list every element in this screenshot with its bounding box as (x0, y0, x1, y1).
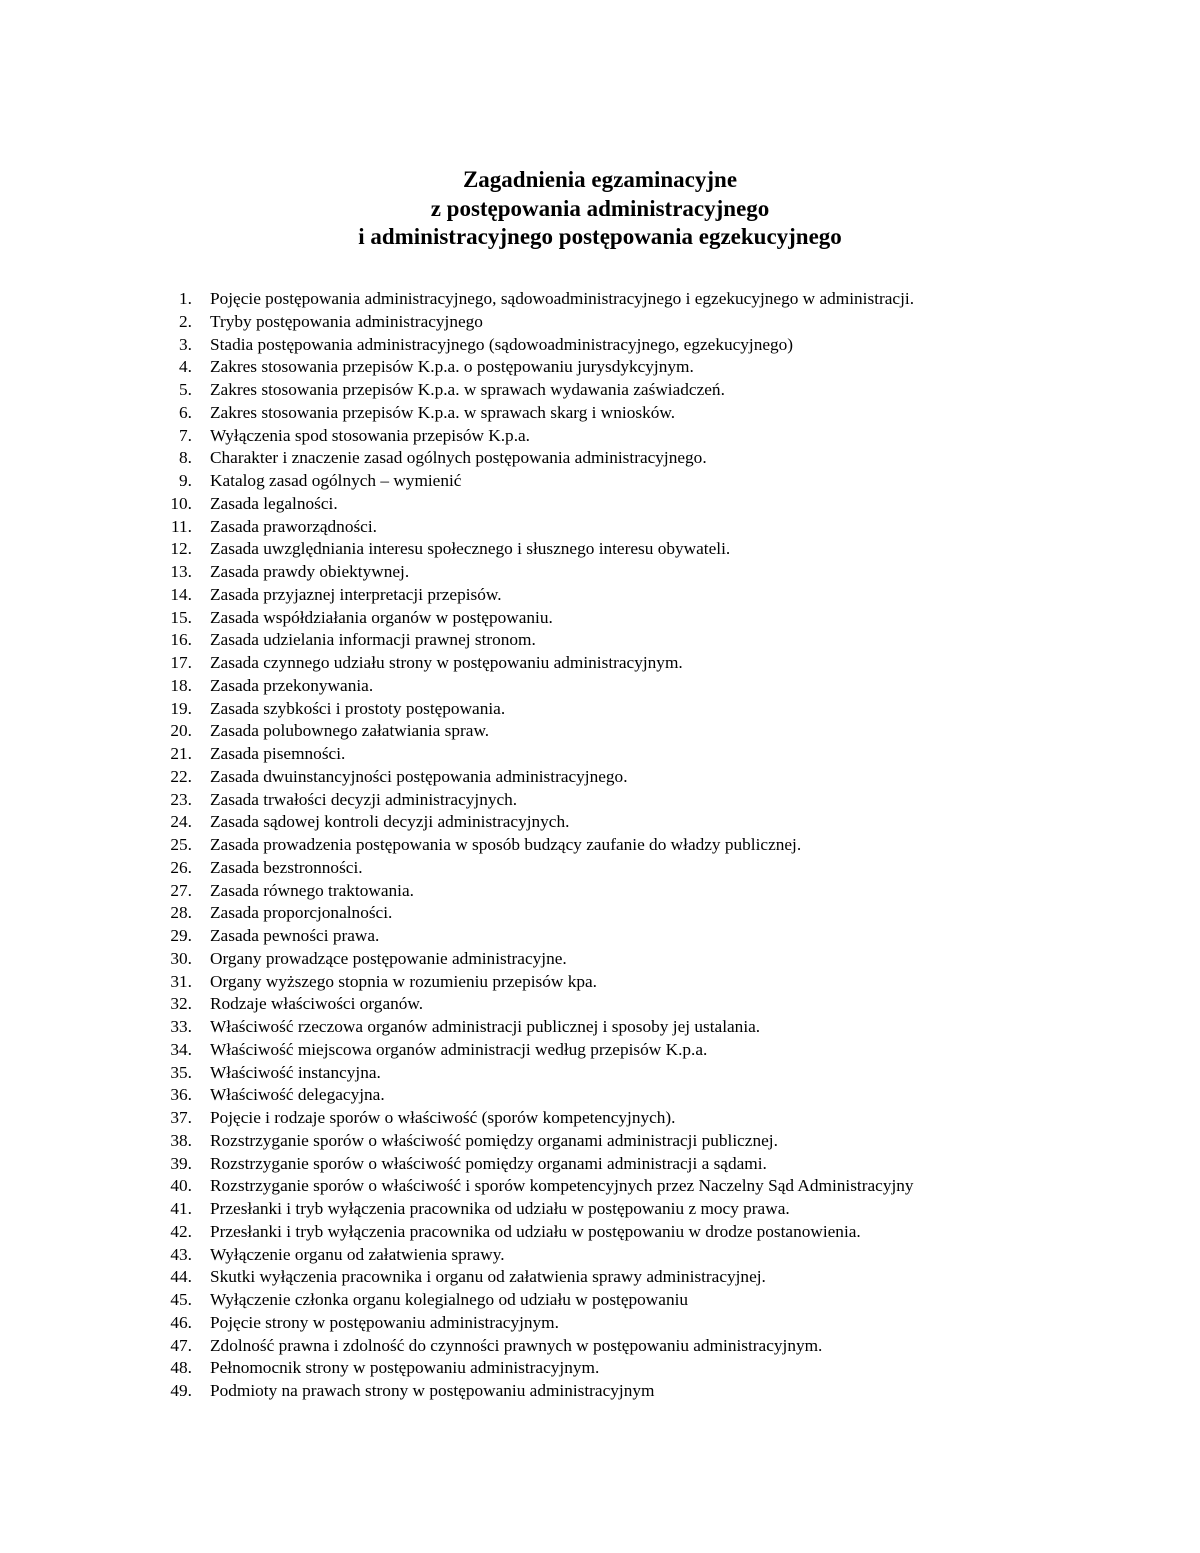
topic-number: 35. (170, 1062, 192, 1082)
topic-number: 21. (170, 744, 192, 763)
topic-number: 6. (179, 402, 192, 422)
topic-number: 17. (170, 653, 192, 672)
topic-text: Zasada pewności prawa. (210, 926, 380, 945)
topic-text: Rozstrzyganie sporów o właściwość pomiędzy organami administracji a sądami. (210, 1153, 767, 1173)
topic-text: Zasada proporcjonalności. (210, 903, 393, 923)
topic-text: Wyłączenie członka organu kolegialnego od udziału w postępowaniu (210, 1290, 689, 1309)
topic-number: 46. (170, 1312, 192, 1332)
topic-number: 28. (170, 903, 192, 923)
topic-text: Pojęcie strony w postępowaniu administracyjnym. (210, 1312, 559, 1332)
topic-number: 32. (170, 994, 192, 1014)
list-item (160, 584, 1180, 607)
list-item (160, 516, 1180, 539)
list-item (160, 1380, 1180, 1403)
topic-number: 38. (170, 1130, 192, 1150)
list-item (160, 561, 1180, 584)
topic-text: Charakter i znaczenie zasad ogólnych postępowania administracyjnego. (210, 448, 707, 468)
topic-text: Wyłączenie organu od załatwienia sprawy. (210, 1244, 505, 1264)
list-item (160, 720, 1180, 743)
list-item (160, 288, 1180, 311)
topic-number: 44. (170, 1267, 192, 1287)
topic-text: Właściwość miejscowa organów administracji według przepisów K.p.a. (210, 1039, 708, 1059)
topic-number: 14. (170, 584, 192, 604)
topic-text: Zasada czynnego udziału strony w postępowaniu administracyjnym. (210, 653, 683, 672)
topic-text: Stadia postępowania administracyjnego (sądowoadministracyjnego, egzekucyjnego) (210, 334, 794, 354)
topic-number: 39. (170, 1153, 192, 1173)
topic-number: 22. (170, 766, 192, 786)
list-item (160, 902, 1180, 925)
list-item (160, 1357, 1180, 1380)
topic-text: Zasada polubownego załatwiania spraw. (210, 721, 490, 741)
list-item (160, 470, 1180, 493)
title-line: Zagadnienia egzaminacyjne (462, 167, 738, 192)
topic-text: Właściwość instancyjna. (210, 1062, 381, 1082)
topic-number: 13. (170, 562, 192, 581)
topic-number: 42. (170, 1221, 192, 1241)
list-item (160, 857, 1180, 880)
list-item (160, 425, 1180, 448)
title-line: i administracyjnego postępowania egzekucyjnego (358, 224, 842, 249)
topic-text: Przesłanki i tryb wyłączenia pracownika od udziału w postępowaniu w drodze postanowienia. (210, 1221, 861, 1241)
list-item (160, 1266, 1180, 1289)
list-item (160, 1175, 1180, 1198)
topic-number: 25. (170, 835, 192, 854)
list-item (160, 1107, 1180, 1130)
topic-list (160, 288, 1180, 1403)
list-item (160, 1335, 1180, 1358)
topic-text: Organy prowadzące postępowanie administracyjne. (210, 948, 567, 968)
topic-number: 7. (179, 425, 192, 445)
topic-number: 15. (170, 607, 192, 627)
topic-number: 9. (179, 471, 192, 490)
list-item (160, 493, 1180, 516)
list-item (160, 402, 1180, 425)
topic-text: Zakres stosowania przepisów K.p.a. o postępowaniu jurysdykcyjnym. (210, 357, 694, 377)
topic-number: 48. (170, 1358, 192, 1378)
topic-number: 1. (179, 289, 192, 308)
list-item (160, 743, 1180, 766)
topic-text: Zasada pisemności. (210, 744, 346, 763)
topic-number: 31. (170, 971, 192, 991)
topic-text: Skutki wyłączenia pracownika i organu od załatwienia sprawy administracyjnej. (210, 1267, 766, 1287)
list-item (160, 880, 1180, 903)
list-item (160, 1016, 1180, 1039)
list-item (160, 1062, 1180, 1085)
topic-text: Zasada uwzględniania interesu społecznego i słusznego interesu obywateli. (210, 539, 731, 559)
list-item (160, 629, 1180, 652)
title-line: z postępowania administracyjnego (430, 195, 770, 221)
list-item (160, 1221, 1180, 1244)
topic-text: Przesłanki i tryb wyłączenia pracownika od udziału w postępowaniu z mocy prawa. (210, 1199, 790, 1218)
topic-text: Tryby postępowania administracyjnego (210, 311, 483, 331)
list-item (160, 356, 1180, 379)
list-item (160, 1312, 1180, 1335)
topic-number: 37. (170, 1108, 192, 1127)
list-item (160, 766, 1180, 789)
list-item (160, 789, 1180, 812)
topic-text: Właściwość rzeczowa organów administracji publicznej i sposoby jej ustalania. (210, 1017, 761, 1036)
topic-number: 29. (170, 926, 192, 945)
topic-number: 47. (170, 1335, 192, 1355)
topic-text: Zasada przekonywania. (210, 675, 374, 695)
topic-text: Zakres stosowania przepisów K.p.a. w sprawach wydawania zaświadczeń. (210, 380, 725, 399)
topic-text: Zasada legalności. (210, 493, 338, 513)
topic-number: 23. (170, 789, 192, 809)
topic-number: 20. (170, 721, 192, 741)
topic-text: Zasada prowadzenia postępowania w sposób budzący zaufanie do władzy publicznej. (210, 835, 802, 854)
topic-number: 11. (171, 516, 192, 536)
list-item (160, 925, 1180, 948)
list-item (160, 607, 1180, 630)
topic-text: Zasada bezstronności. (210, 857, 363, 877)
document-title (0, 166, 1200, 252)
topic-text: Wyłączenia spod stosowania przepisów K.p.a. (210, 425, 531, 445)
topic-text: Podmioty na prawach strony w postępowaniu administracyjnym (210, 1381, 655, 1400)
topic-number: 34. (170, 1039, 192, 1059)
list-item (160, 334, 1180, 357)
topic-number: 5. (179, 380, 192, 399)
topic-number: 26. (170, 857, 192, 877)
topic-text: Zasada współdziałania organów w postępowaniu. (210, 607, 553, 627)
topic-number: 19. (170, 698, 192, 718)
list-item (160, 379, 1180, 402)
topic-number: 2. (179, 311, 192, 331)
list-item (160, 948, 1180, 971)
topic-text: Zasada przyjaznej interpretacji przepisów. (210, 584, 502, 604)
list-item (160, 1198, 1180, 1221)
topic-text: Zdolność prawna i zdolność do czynności prawnych w postępowaniu administracyjnym. (210, 1335, 823, 1355)
topic-text: Organy wyższego stopnia w rozumieniu przepisów kpa. (210, 971, 597, 991)
topic-number: 18. (170, 675, 192, 695)
topic-text: Rodzaje właściwości organów. (210, 994, 424, 1014)
topic-number: 8. (179, 448, 192, 468)
topic-text: Zasada szybkości i prostoty postępowania. (210, 698, 506, 718)
list-item (160, 1039, 1180, 1062)
topic-number: 33. (170, 1017, 192, 1036)
topic-number: 3. (179, 334, 192, 354)
list-item (160, 538, 1180, 561)
topic-number: 24. (170, 812, 192, 832)
topic-number: 4. (179, 357, 192, 377)
list-item (160, 811, 1180, 834)
topic-text: Zakres stosowania przepisów K.p.a. w sprawach skarg i wniosków. (210, 402, 676, 422)
topic-number: 27. (170, 880, 192, 900)
topic-number: 12. (170, 539, 192, 559)
topic-text: Zasada równego traktowania. (210, 880, 414, 900)
topic-text: Pojęcie postępowania administracyjnego, sądowoadministracyjnego i egzekucyjnego w administracji. (210, 289, 915, 308)
topic-number: 45. (170, 1290, 192, 1309)
topic-text: Zasada trwałości decyzji administracyjnych. (210, 789, 518, 809)
list-item (160, 675, 1180, 698)
list-item (160, 834, 1180, 857)
topic-number: 41. (170, 1199, 192, 1218)
topic-text: Zasada udzielania informacji prawnej stronom. (210, 630, 536, 650)
topic-text: Pełnomocnik strony w postępowaniu administracyjnym. (210, 1358, 600, 1378)
topic-text: Zasada prawdy obiektywnej. (210, 562, 410, 581)
topic-text: Zasada dwuinstancyjności postępowania administracyjnego. (210, 766, 628, 786)
topic-text: Pojęcie i rodzaje sporów o właściwość (sporów kompetencyjnych). (210, 1108, 676, 1127)
list-item (160, 652, 1180, 675)
topic-number: 49. (170, 1381, 192, 1400)
topic-number: 30. (170, 948, 192, 968)
list-item (160, 1153, 1180, 1176)
topic-number: 43. (170, 1244, 192, 1264)
list-item (160, 698, 1180, 721)
topic-number: 40. (170, 1176, 192, 1196)
topic-text: Zasada sądowej kontroli decyzji administracyjnych. (210, 812, 570, 832)
topic-text: Rozstrzyganie sporów o właściwość i sporów kompetencyjnych przez Naczelny Sąd Administracyjny (210, 1176, 914, 1196)
topic-text: Katalog zasad ogólnych – wymienić (210, 471, 462, 490)
list-item (160, 1244, 1180, 1267)
topic-text: Rozstrzyganie sporów o właściwość pomiędzy organami administracji publicznej. (210, 1130, 778, 1150)
topic-number: 36. (170, 1085, 192, 1105)
list-item (160, 447, 1180, 470)
list-item (160, 1289, 1180, 1312)
topic-number: 16. (170, 630, 192, 650)
topic-number: 10. (170, 493, 192, 513)
list-item (160, 993, 1180, 1016)
topic-text: Właściwość delegacyjna. (210, 1085, 385, 1105)
list-item (160, 1084, 1180, 1107)
list-item (160, 1130, 1180, 1153)
list-item (160, 971, 1180, 994)
topic-text: Zasada praworządności. (210, 516, 377, 536)
list-item (160, 311, 1180, 334)
